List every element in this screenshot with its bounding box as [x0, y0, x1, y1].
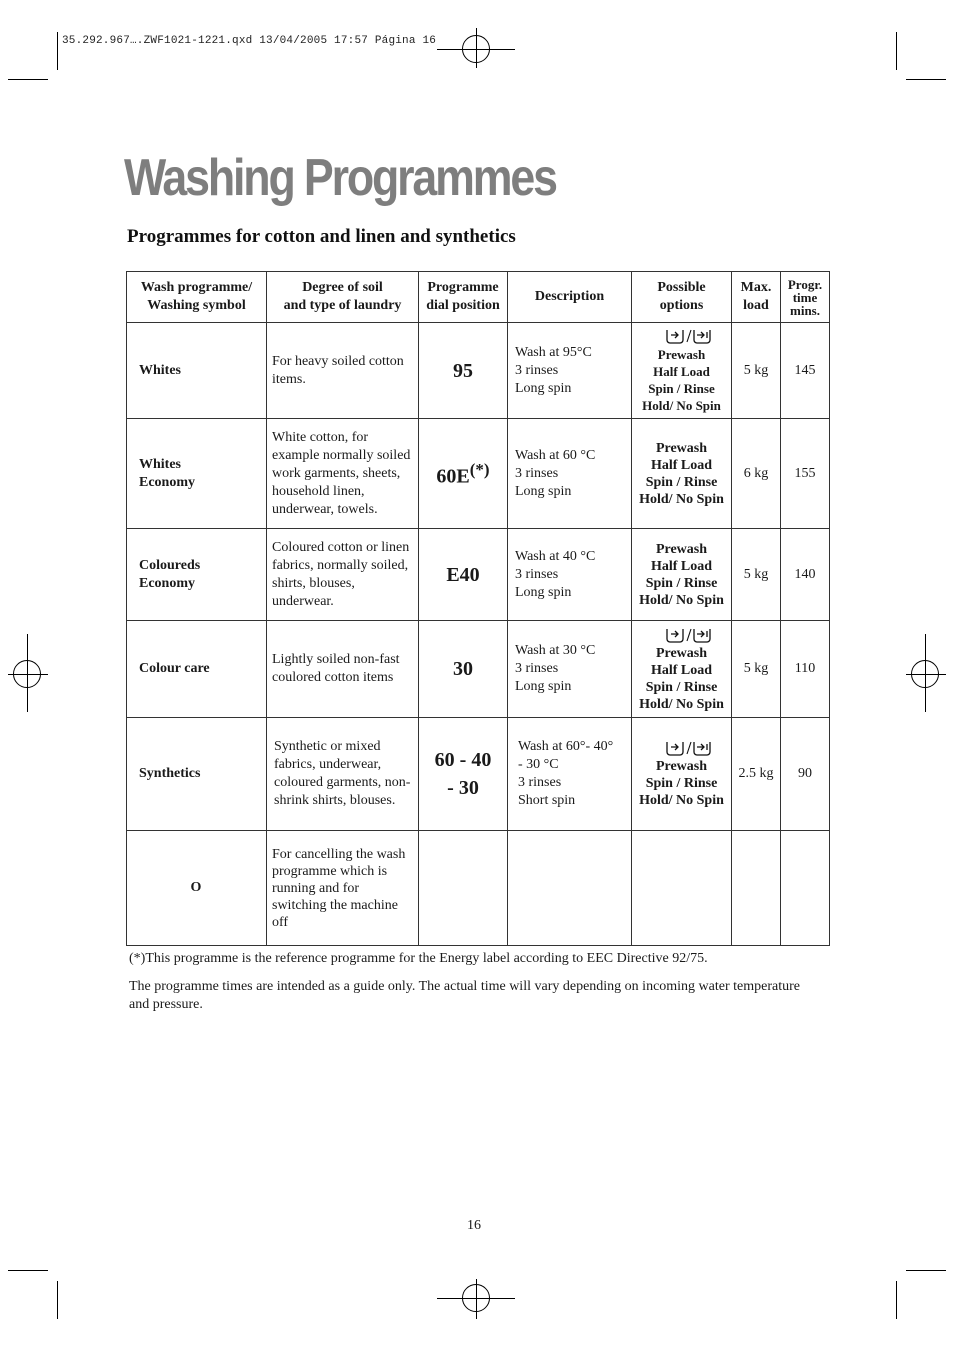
soil-description: Coloured cotton or linen fabrics, normally soiled, shirts, blouses, underwear. [267, 529, 419, 621]
programme-description: Wash at 40 °C 3 rinses Long spin [508, 529, 632, 621]
dial-position: E40 [419, 529, 508, 621]
table-row [127, 621, 830, 718]
programme-time: 110 [781, 621, 830, 718]
crop-mark [8, 1270, 48, 1271]
table-row [127, 831, 830, 946]
prewash-symbol-icon [633, 626, 733, 644]
crop-mark [906, 1270, 946, 1271]
dial-position: 60E(*) [419, 419, 508, 529]
possible-options [632, 831, 732, 946]
programme-name: Coloureds Economy [127, 529, 267, 621]
section-subtitle: Programmes for cotton and linen and synthetics [127, 226, 516, 247]
crop-mark [896, 32, 897, 70]
soil-description: Lightly soiled non-fast coulored cotton items [267, 621, 419, 718]
soil-description: For heavy soiled cotton items. [267, 323, 419, 419]
programme-name: Colour care [127, 621, 267, 718]
possible-options: Prewash Spin / Rinse Hold/ No Spin [632, 718, 732, 831]
header-time: Progr. time mins. [781, 272, 830, 323]
programme-description [508, 831, 632, 946]
crop-mark [57, 32, 58, 70]
header-soil: Degree of soil and type of laundry [267, 272, 419, 323]
table-row [127, 529, 830, 621]
programme-time: 140 [781, 529, 830, 621]
max-load: 6 kg [732, 419, 781, 529]
programme-time: 155 [781, 419, 830, 529]
dial-footnote-marker: (*) [469, 460, 490, 480]
file-slug: 35.292.967….ZWF1021-1221.qxd 13/04/2005 17:57 Página 16 [62, 35, 437, 47]
crop-mark [8, 79, 48, 80]
programme-description: Wash at 60°- 40° - 30 °C 3 rinses Short spin [508, 718, 632, 831]
possible-options: Prewash Half Load Spin / Rinse Hold/ No Spin [632, 419, 732, 529]
programme-time: 145 [781, 323, 830, 419]
table-header-row [127, 272, 830, 323]
soil-description: Synthetic or mixed fabrics, underwear, coloured garments, non-shrink shirts, blouses. [267, 718, 419, 831]
possible-options: Prewash Half Load Spin / Rinse Hold/ No Spin [632, 529, 732, 621]
max-load: 5 kg [732, 621, 781, 718]
header-description: Description [508, 272, 632, 323]
dial-position [419, 831, 508, 946]
possible-options: Prewash Half Load Spin / Rinse Hold/ No Spin [632, 621, 732, 718]
prewash-symbol-icon [633, 739, 733, 757]
programme-description: Wash at 60 °C 3 rinses Long spin [508, 419, 632, 529]
programme-name: Synthetics [127, 718, 267, 831]
table-row [127, 419, 830, 529]
header-load: Max. load [732, 272, 781, 323]
programme-description: Wash at 30 °C 3 rinses Long spin [508, 621, 632, 718]
header-programme: Wash programme/ Washing symbol [127, 272, 267, 323]
footnote: (*)This programme is the reference programme for the Energy label according to EEC Directive 92/75. [129, 951, 708, 966]
header-dial: Programme dial position [419, 272, 508, 323]
possible-options: Prewash Half Load Spin / Rinse Hold/ No Spin [632, 323, 732, 419]
max-load: 2.5 kg [732, 718, 781, 831]
programme-description: Wash at 95°C 3 rinses Long spin [508, 323, 632, 419]
dial-position: 30 [419, 621, 508, 718]
prewash-symbol-icon [633, 327, 733, 345]
programmes-table [126, 271, 830, 946]
programme-time: 90 [781, 718, 830, 831]
soil-description: For cancelling the wash programme which is running and for switching the machine off [267, 831, 419, 946]
dial-position: 60 - 40 - 30 [419, 718, 508, 831]
table-row [127, 323, 830, 419]
programme-name: Whites [127, 323, 267, 419]
programme-name: O [127, 831, 267, 946]
crop-mark [896, 1281, 897, 1319]
page-title: Washing Programmes [124, 149, 556, 207]
note: The programme times are intended as a guide only. The actual time will vary depending on incoming water temperature and pressure. [129, 979, 800, 1012]
max-load [732, 831, 781, 946]
table-row [127, 718, 830, 831]
dial-position: 95 [419, 323, 508, 419]
crop-mark [57, 1281, 58, 1319]
page-number: 16 [467, 1218, 481, 1233]
max-load: 5 kg [732, 323, 781, 419]
programme-time [781, 831, 830, 946]
soil-description: White cotton, for example normally soiled work garments, sheets, household linen, underwear, towels. [267, 419, 419, 529]
max-load: 5 kg [732, 529, 781, 621]
crop-mark [906, 79, 946, 80]
programme-name: Whites Economy [127, 419, 267, 529]
header-options: Possible options [632, 272, 732, 323]
